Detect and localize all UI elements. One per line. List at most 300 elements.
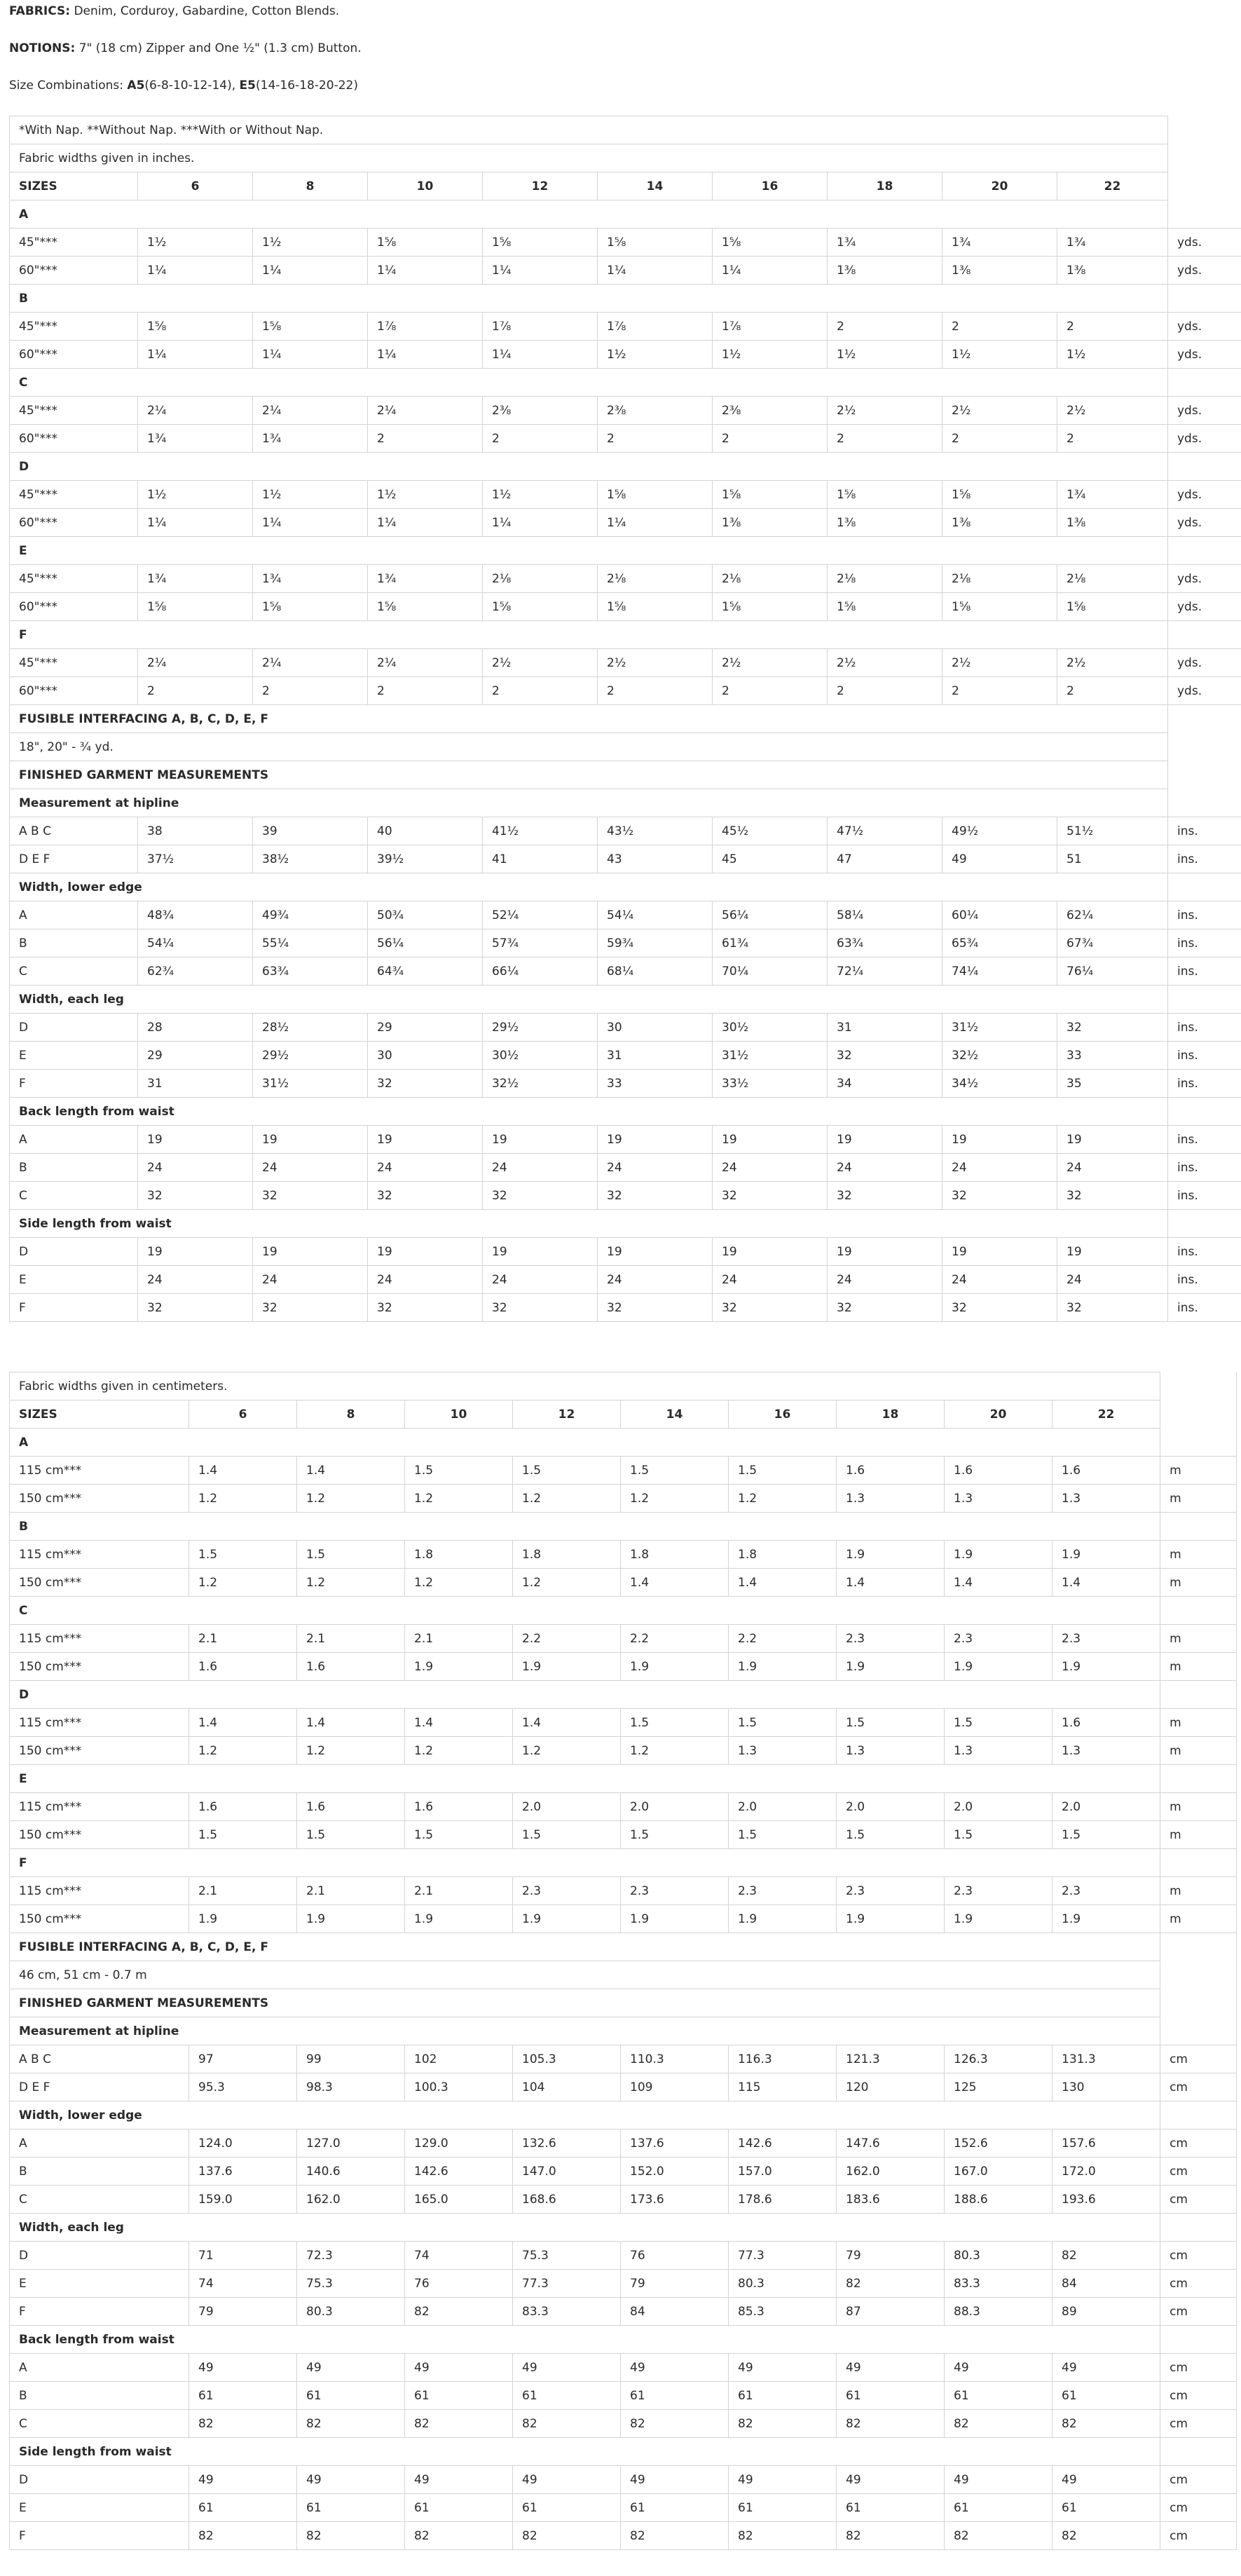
blank-unit-cell bbox=[1160, 1933, 1237, 1961]
section-row bbox=[10, 2101, 1237, 2129]
value-cell: 102 bbox=[405, 2045, 513, 2073]
row-label: 115 cm*** bbox=[10, 1877, 189, 1905]
value-cell: 167.0 bbox=[945, 2158, 1053, 2186]
value-cell: 1⅞ bbox=[483, 313, 598, 341]
value-cell: 57¾ bbox=[483, 929, 598, 958]
section-heading: A bbox=[10, 1429, 1160, 1457]
section-heading: A bbox=[10, 200, 1168, 229]
value-cell: 1.5 bbox=[729, 1457, 837, 1485]
value-cell: 152.6 bbox=[945, 2129, 1053, 2158]
row-label: F bbox=[10, 2522, 189, 2550]
section-row bbox=[10, 873, 1241, 901]
value-cell: 41 bbox=[483, 845, 598, 873]
value-cell: 32½ bbox=[942, 1042, 1057, 1070]
table-row bbox=[10, 397, 1241, 425]
value-cell: 61 bbox=[297, 2382, 405, 2410]
value-cell: 1.9 bbox=[837, 1653, 945, 1681]
value-cell: 1¼ bbox=[253, 341, 368, 369]
value-cell: 24 bbox=[368, 1154, 483, 1182]
value-cell: 19 bbox=[1057, 1126, 1168, 1154]
note-row bbox=[10, 144, 1241, 172]
value-cell: 1.9 bbox=[621, 1905, 729, 1933]
value-cell: 1.6 bbox=[189, 1793, 297, 1821]
unit-cell: ins. bbox=[1168, 1266, 1241, 1294]
value-cell: 1⅝ bbox=[598, 481, 713, 509]
unit-cell: cm bbox=[1160, 2466, 1237, 2494]
value-cell: 1⅝ bbox=[253, 593, 368, 621]
row-label: 45"*** bbox=[10, 229, 138, 257]
unit-cell: m bbox=[1160, 1541, 1237, 1569]
row-label: E bbox=[10, 1266, 138, 1294]
value-cell: 82 bbox=[513, 2522, 621, 2550]
value-cell: 82 bbox=[621, 2410, 729, 2438]
value-cell: 2 bbox=[942, 313, 1057, 341]
value-cell: 2¼ bbox=[368, 649, 483, 677]
blank-unit-cell bbox=[1160, 1513, 1237, 1541]
unit-cell: yds. bbox=[1168, 593, 1241, 621]
value-cell: 74¼ bbox=[942, 958, 1057, 986]
value-cell: 32 bbox=[368, 1294, 483, 1322]
row-label: 45"*** bbox=[10, 565, 138, 593]
value-cell: 79 bbox=[621, 2270, 729, 2298]
value-cell: 2 bbox=[483, 425, 598, 453]
section-row bbox=[10, 1849, 1237, 1877]
table-row bbox=[10, 313, 1241, 341]
note-cell: 46 cm, 51 cm - 0.7 m bbox=[10, 1961, 1160, 1989]
section-row bbox=[10, 1098, 1241, 1126]
row-label: 45"*** bbox=[10, 313, 138, 341]
value-cell: 1.2 bbox=[729, 1485, 837, 1513]
row-label: 150 cm*** bbox=[10, 1821, 189, 1849]
table-row bbox=[10, 2298, 1237, 2326]
value-cell: 1.8 bbox=[513, 1541, 621, 1569]
unit-cell: ins. bbox=[1168, 958, 1241, 986]
table-row bbox=[10, 845, 1241, 873]
value-cell: 24 bbox=[253, 1154, 368, 1182]
value-cell: 33 bbox=[1057, 1042, 1168, 1070]
value-cell: 1.9 bbox=[1053, 1653, 1160, 1681]
unit-cell: yds. bbox=[1168, 313, 1241, 341]
size-header-12: 12 bbox=[513, 1401, 621, 1429]
value-cell: 126.3 bbox=[945, 2045, 1053, 2073]
unit-cell: yds. bbox=[1168, 229, 1241, 257]
value-cell: 84 bbox=[621, 2298, 729, 2326]
value-cell: 19 bbox=[483, 1126, 598, 1154]
value-cell: 2¼ bbox=[138, 649, 253, 677]
value-cell: 1½ bbox=[138, 229, 253, 257]
value-cell: 1.5 bbox=[1053, 1821, 1160, 1849]
value-cell: 1.2 bbox=[189, 1485, 297, 1513]
size-combinations-line bbox=[9, 79, 1232, 93]
value-cell: 1¼ bbox=[253, 509, 368, 537]
value-cell: 82 bbox=[837, 2410, 945, 2438]
table-row bbox=[10, 2522, 1237, 2550]
value-cell: 120 bbox=[837, 2073, 945, 2101]
unit-cell: cm bbox=[1160, 2129, 1237, 2158]
section-heading: Measurement at hipline bbox=[10, 789, 1168, 817]
value-cell: 1⅜ bbox=[1057, 257, 1168, 285]
value-cell: 19 bbox=[598, 1126, 713, 1154]
value-cell: 2.0 bbox=[621, 1793, 729, 1821]
section-heading: B bbox=[10, 285, 1168, 313]
row-label: A B C bbox=[10, 817, 138, 845]
unit-cell: cm bbox=[1160, 2242, 1237, 2270]
value-cell: 31 bbox=[598, 1042, 713, 1070]
row-label: 45"*** bbox=[10, 649, 138, 677]
blank-unit-cell bbox=[1160, 1372, 1237, 1401]
value-cell: 55¼ bbox=[253, 929, 368, 958]
note-row bbox=[10, 733, 1241, 761]
value-cell: 65¾ bbox=[942, 929, 1057, 958]
row-label: E bbox=[10, 2494, 189, 2522]
section-heading: E bbox=[10, 537, 1168, 565]
value-cell: 30 bbox=[368, 1042, 483, 1070]
value-cell: 1¾ bbox=[368, 565, 483, 593]
unit-cell: m bbox=[1160, 1485, 1237, 1513]
section-row bbox=[10, 2326, 1237, 2354]
sizes-label: SIZES bbox=[10, 1401, 189, 1429]
value-cell: 1.4 bbox=[621, 1569, 729, 1597]
value-cell: 98.3 bbox=[297, 2073, 405, 2101]
value-cell: 1¼ bbox=[598, 257, 713, 285]
value-cell: 2.1 bbox=[405, 1625, 513, 1653]
value-cell: 1¼ bbox=[368, 341, 483, 369]
table-row bbox=[10, 2270, 1237, 2298]
row-label: D bbox=[10, 1238, 138, 1266]
sizes-header-row bbox=[10, 172, 1241, 200]
unit-cell: m bbox=[1160, 1737, 1237, 1765]
value-cell: 1.2 bbox=[405, 1485, 513, 1513]
value-cell: 99 bbox=[297, 2045, 405, 2073]
value-cell: 32 bbox=[483, 1182, 598, 1210]
value-cell: 24 bbox=[1057, 1154, 1168, 1182]
value-cell: 32 bbox=[828, 1042, 942, 1070]
table-row bbox=[10, 341, 1241, 369]
value-cell: 82 bbox=[405, 2410, 513, 2438]
value-cell: 137.6 bbox=[621, 2129, 729, 2158]
section-heading: Back length from waist bbox=[10, 2326, 1160, 2354]
value-cell: 1.9 bbox=[945, 1541, 1053, 1569]
value-cell: 49 bbox=[729, 2354, 837, 2382]
section-heading: FINISHED GARMENT MEASUREMENTS bbox=[10, 1989, 1160, 2017]
value-cell: 31 bbox=[828, 1014, 942, 1042]
value-cell: 19 bbox=[253, 1238, 368, 1266]
unit-cell: ins. bbox=[1168, 1154, 1241, 1182]
section-row bbox=[10, 761, 1241, 789]
value-cell: 19 bbox=[828, 1238, 942, 1266]
table-row bbox=[10, 1541, 1237, 1569]
value-cell: 2 bbox=[1057, 313, 1168, 341]
blank-unit-cell bbox=[1160, 1849, 1237, 1877]
value-cell: 1¼ bbox=[138, 509, 253, 537]
value-cell: 1¼ bbox=[138, 341, 253, 369]
section-heading: Width, each leg bbox=[10, 986, 1168, 1014]
value-cell: 104 bbox=[513, 2073, 621, 2101]
value-cell: 1.2 bbox=[405, 1569, 513, 1597]
value-cell: 82 bbox=[837, 2522, 945, 2550]
value-cell: 2⅛ bbox=[483, 565, 598, 593]
value-cell: 60¼ bbox=[942, 901, 1057, 929]
value-cell: 1⅞ bbox=[368, 313, 483, 341]
section-row bbox=[10, 621, 1241, 649]
value-cell: 56¼ bbox=[368, 929, 483, 958]
fabrics-label: FABRICS: bbox=[9, 4, 71, 18]
value-cell: 1.5 bbox=[405, 1821, 513, 1849]
value-cell: 2 bbox=[1057, 677, 1168, 705]
value-cell: 76 bbox=[405, 2270, 513, 2298]
value-cell: 1.3 bbox=[1053, 1737, 1160, 1765]
value-cell: 1⅝ bbox=[138, 313, 253, 341]
value-cell: 2⅛ bbox=[598, 565, 713, 593]
value-cell: 1¼ bbox=[483, 257, 598, 285]
section-heading: E bbox=[10, 1765, 1160, 1793]
value-cell: 2 bbox=[368, 677, 483, 705]
section-row bbox=[10, 1429, 1237, 1457]
value-cell: 157.0 bbox=[729, 2158, 837, 2186]
value-cell: 2.3 bbox=[729, 1877, 837, 1905]
value-cell: 1⅝ bbox=[1057, 593, 1168, 621]
value-cell: 74 bbox=[405, 2242, 513, 2270]
value-cell: 29½ bbox=[483, 1014, 598, 1042]
value-cell: 19 bbox=[942, 1126, 1057, 1154]
section-heading: F bbox=[10, 1849, 1160, 1877]
value-cell: 49 bbox=[942, 845, 1057, 873]
value-cell: 2 bbox=[253, 677, 368, 705]
row-label: E bbox=[10, 1042, 138, 1070]
row-label: F bbox=[10, 1070, 138, 1098]
value-cell: 24 bbox=[483, 1154, 598, 1182]
value-cell: 2.1 bbox=[189, 1625, 297, 1653]
value-cell: 24 bbox=[483, 1266, 598, 1294]
blank-unit-cell bbox=[1160, 2101, 1237, 2129]
value-cell: 1.9 bbox=[513, 1905, 621, 1933]
section-row bbox=[10, 1765, 1237, 1793]
size-header-16: 16 bbox=[713, 172, 828, 200]
unit-cell: ins. bbox=[1168, 929, 1241, 958]
value-cell: 82 bbox=[1053, 2522, 1160, 2550]
value-cell: 54¼ bbox=[598, 901, 713, 929]
table-row bbox=[10, 1014, 1241, 1042]
blank-unit-cell bbox=[1160, 2326, 1237, 2354]
section-heading: Width, lower edge bbox=[10, 873, 1168, 901]
value-cell: 1¼ bbox=[368, 509, 483, 537]
value-cell: 172.0 bbox=[1053, 2158, 1160, 2186]
table-row bbox=[10, 958, 1241, 986]
value-cell: 83.3 bbox=[945, 2270, 1053, 2298]
unit-cell: cm bbox=[1160, 2073, 1237, 2101]
unit-cell: cm bbox=[1160, 2045, 1237, 2073]
value-cell: 80.3 bbox=[297, 2298, 405, 2326]
row-label: 60"*** bbox=[10, 509, 138, 537]
value-cell: 2.2 bbox=[729, 1625, 837, 1653]
value-cell: 52¼ bbox=[483, 901, 598, 929]
value-cell: 1½ bbox=[138, 481, 253, 509]
value-cell: 49 bbox=[513, 2354, 621, 2382]
value-cell: 82 bbox=[729, 2522, 837, 2550]
value-cell: 63¾ bbox=[253, 958, 368, 986]
value-cell: 32½ bbox=[483, 1070, 598, 1098]
blank-unit-cell bbox=[1168, 200, 1241, 229]
value-cell: 49½ bbox=[942, 817, 1057, 845]
row-label: B bbox=[10, 2382, 189, 2410]
value-cell: 49 bbox=[945, 2354, 1053, 2382]
table-row bbox=[10, 509, 1241, 537]
value-cell: 24 bbox=[942, 1266, 1057, 1294]
value-cell: 109 bbox=[621, 2073, 729, 2101]
value-cell: 1.9 bbox=[513, 1653, 621, 1681]
value-cell: 49 bbox=[837, 2354, 945, 2382]
value-cell: 33½ bbox=[713, 1070, 828, 1098]
value-cell: 2 bbox=[828, 425, 942, 453]
value-cell: 29½ bbox=[253, 1042, 368, 1070]
value-cell: 1⅜ bbox=[713, 509, 828, 537]
value-cell: 19 bbox=[483, 1238, 598, 1266]
value-cell: 24 bbox=[368, 1266, 483, 1294]
value-cell: 2 bbox=[598, 425, 713, 453]
size-e-label: E5 bbox=[239, 79, 256, 93]
table-row bbox=[10, 2410, 1237, 2438]
value-cell: 1.5 bbox=[621, 1709, 729, 1737]
unit-cell: yds. bbox=[1168, 341, 1241, 369]
value-cell: 1.8 bbox=[729, 1541, 837, 1569]
unit-cell: m bbox=[1160, 1569, 1237, 1597]
value-cell: 2½ bbox=[1057, 397, 1168, 425]
value-cell: 82 bbox=[729, 2410, 837, 2438]
row-label: C bbox=[10, 958, 138, 986]
table-row bbox=[10, 593, 1241, 621]
value-cell: 51 bbox=[1057, 845, 1168, 873]
row-label: 150 cm*** bbox=[10, 1569, 189, 1597]
table-row bbox=[10, 257, 1241, 285]
value-cell: 1⅝ bbox=[713, 481, 828, 509]
row-label: A bbox=[10, 2354, 189, 2382]
size-e-text: (14-16-18-20-22) bbox=[256, 79, 358, 93]
value-cell: 188.6 bbox=[945, 2186, 1053, 2214]
size-header-12: 12 bbox=[483, 172, 598, 200]
value-cell: 2 bbox=[138, 677, 253, 705]
value-cell: 24 bbox=[138, 1154, 253, 1182]
table-row bbox=[10, 2494, 1237, 2522]
value-cell: 37½ bbox=[138, 845, 253, 873]
value-cell: 1⅝ bbox=[483, 593, 598, 621]
value-cell: 49 bbox=[621, 2466, 729, 2494]
value-cell: 1.4 bbox=[297, 1709, 405, 1737]
section-heading: Width, each leg bbox=[10, 2214, 1160, 2242]
table-row bbox=[10, 1182, 1241, 1210]
value-cell: 31½ bbox=[713, 1042, 828, 1070]
blank-unit-cell bbox=[1168, 705, 1241, 733]
value-cell: 1.9 bbox=[729, 1905, 837, 1933]
value-cell: 32 bbox=[598, 1294, 713, 1322]
value-cell: 61 bbox=[405, 2382, 513, 2410]
section-heading: Side length from waist bbox=[10, 2438, 1160, 2466]
value-cell: 131.3 bbox=[1053, 2045, 1160, 2073]
value-cell: 35 bbox=[1057, 1070, 1168, 1098]
value-cell: 49 bbox=[297, 2354, 405, 2382]
size-header-18: 18 bbox=[828, 172, 942, 200]
table-row bbox=[10, 1709, 1237, 1737]
value-cell: 1.3 bbox=[837, 1485, 945, 1513]
value-cell: 132.6 bbox=[513, 2129, 621, 2158]
value-cell: 64¾ bbox=[368, 958, 483, 986]
blank-unit-cell bbox=[1160, 2438, 1237, 2466]
value-cell: 32 bbox=[828, 1182, 942, 1210]
value-cell: 70¼ bbox=[713, 958, 828, 986]
blank-unit-cell bbox=[1160, 1429, 1237, 1457]
notions-text: 7" (18 cm) Zipper and One ½" (1.3 cm) Button. bbox=[78, 41, 362, 55]
value-cell: 32 bbox=[368, 1070, 483, 1098]
value-cell: 49 bbox=[729, 2466, 837, 2494]
value-cell: 173.6 bbox=[621, 2186, 729, 2214]
fabrics-text: Denim, Corduroy, Gabardine, Cotton Blends. bbox=[74, 4, 340, 18]
table-row bbox=[10, 229, 1241, 257]
value-cell: 162.0 bbox=[837, 2158, 945, 2186]
value-cell: 33 bbox=[598, 1070, 713, 1098]
unit-cell: m bbox=[1160, 1793, 1237, 1821]
value-cell: 32 bbox=[828, 1294, 942, 1322]
value-cell: 1⅝ bbox=[138, 593, 253, 621]
value-cell: 47½ bbox=[828, 817, 942, 845]
note-cell: *With Nap. **Without Nap. ***With or Without Nap. bbox=[10, 116, 1168, 144]
row-label: B bbox=[10, 2158, 189, 2186]
fabrics-line bbox=[9, 4, 1232, 18]
value-cell: 32 bbox=[942, 1294, 1057, 1322]
value-cell: 1.8 bbox=[405, 1541, 513, 1569]
value-cell: 61 bbox=[189, 2382, 297, 2410]
value-cell: 75.3 bbox=[297, 2270, 405, 2298]
value-cell: 2 bbox=[828, 313, 942, 341]
blank-unit-cell bbox=[1160, 1765, 1237, 1793]
value-cell: 32 bbox=[598, 1182, 713, 1210]
unit-cell: cm bbox=[1160, 2186, 1237, 2214]
value-cell: 1¾ bbox=[138, 565, 253, 593]
row-label: 60"*** bbox=[10, 425, 138, 453]
unit-cell: ins. bbox=[1168, 1014, 1241, 1042]
unit-cell: ins. bbox=[1168, 1182, 1241, 1210]
value-cell: 24 bbox=[598, 1154, 713, 1182]
blank-unit-cell bbox=[1168, 537, 1241, 565]
row-label: 45"*** bbox=[10, 481, 138, 509]
value-cell: 88.3 bbox=[945, 2298, 1053, 2326]
value-cell: 1¼ bbox=[483, 509, 598, 537]
table-row bbox=[10, 1154, 1241, 1182]
blank-unit-cell bbox=[1168, 369, 1241, 397]
value-cell: 1⅝ bbox=[828, 593, 942, 621]
value-cell: 1⅝ bbox=[942, 593, 1057, 621]
value-cell: 1.9 bbox=[297, 1905, 405, 1933]
value-cell: 1.9 bbox=[405, 1653, 513, 1681]
value-cell: 1.9 bbox=[945, 1905, 1053, 1933]
value-cell: 49 bbox=[189, 2466, 297, 2494]
row-label: 115 cm*** bbox=[10, 1793, 189, 1821]
value-cell: 1.2 bbox=[513, 1737, 621, 1765]
imperial-yardage-table bbox=[9, 116, 1241, 1322]
value-cell: 2¼ bbox=[253, 649, 368, 677]
row-label: B bbox=[10, 1154, 138, 1182]
row-label: 150 cm*** bbox=[10, 1653, 189, 1681]
size-header-14: 14 bbox=[598, 172, 713, 200]
value-cell: 2.0 bbox=[837, 1793, 945, 1821]
value-cell: 1.4 bbox=[729, 1569, 837, 1597]
value-cell: 1.5 bbox=[189, 1541, 297, 1569]
section-heading: C bbox=[10, 369, 1168, 397]
section-heading: D bbox=[10, 453, 1168, 481]
value-cell: 157.6 bbox=[1053, 2129, 1160, 2158]
value-cell: 29 bbox=[138, 1042, 253, 1070]
unit-cell: yds. bbox=[1168, 481, 1241, 509]
unit-cell: cm bbox=[1160, 2382, 1237, 2410]
notions-line bbox=[9, 41, 1232, 55]
